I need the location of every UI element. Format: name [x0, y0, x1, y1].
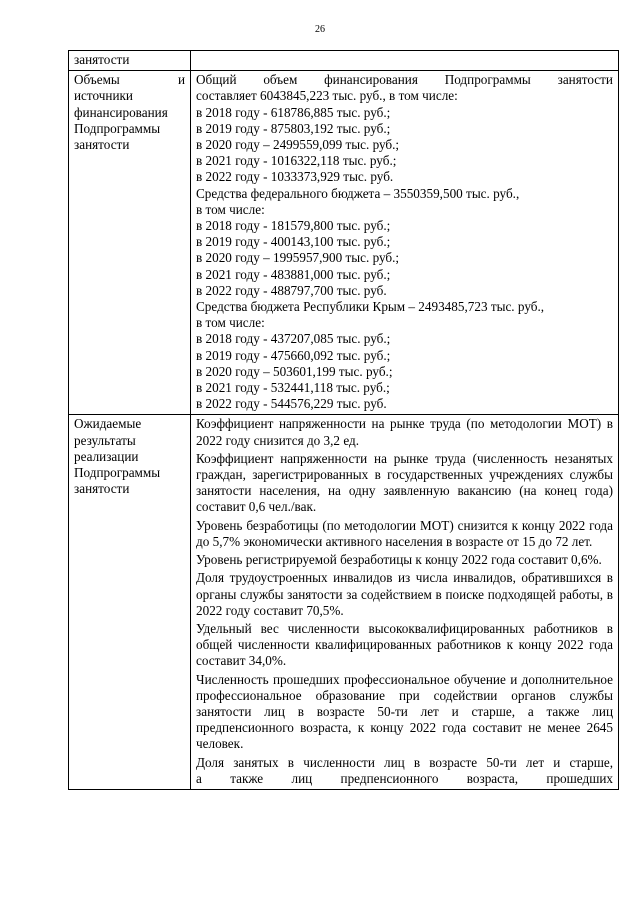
label-line: Подпрограммы — [74, 465, 161, 481]
content-line: а также лиц предпенсионного возраста, прошедших — [196, 770, 613, 786]
content-line: в 2022 году - 544576,229 тыс. руб. — [196, 396, 387, 412]
content-line: в 2018 году - 618786,885 тыс. руб.; — [196, 104, 391, 120]
label-line: занятости — [74, 137, 130, 153]
content-line: в 2021 году - 1016322,118 тыс. руб.; — [196, 153, 397, 169]
table-row-results — [69, 415, 619, 789]
content-line: составляет 6043845,223 тыс. руб., в том числе: — [196, 88, 458, 104]
content-line: Общий объем финансирования Подпрограммы занятости — [196, 72, 613, 88]
result-paragraph: Коэффициент напряженности на рынке труда (по методологии МОТ) в 2022 году снизится до 3,2 ед. — [196, 416, 613, 448]
page-number: 26 — [315, 24, 325, 35]
result-paragraph: Численность прошедших профессиональное обучение и дополнительное профессиональное образование при содействии органов службы занятости лиц в возрасте 50-ти лет и старше, а также лиц предпенсионного возраста, к концу 2022 года составит не менее 2645 человек. — [196, 671, 613, 752]
content-line: в 2022 году - 488797,700 тыс. руб. — [196, 282, 387, 298]
content-line: в 2021 году - 532441,118 тыс. руб.; — [196, 380, 390, 396]
content-line: в 2019 году - 400143,100 тыс. руб.; — [196, 234, 391, 250]
content-line: Средства федерального бюджета – 3550359,500 тыс. руб., — [196, 185, 520, 201]
passport-table — [68, 50, 619, 790]
label-line: результаты — [74, 432, 136, 448]
content-line: в том числе: — [196, 315, 265, 331]
result-paragraph: Доля трудоустроенных инвалидов из числа инвалидов, обратившихся в органы службы занятости за содействием в поиске подходящей работы, в 2022 году составит 70,5%. — [196, 570, 613, 618]
table-row — [69, 51, 619, 71]
content-line: в 2019 году - 875803,192 тыс. руб.; — [196, 120, 391, 136]
content-line: в 2020 году – 2499559,099 тыс. руб.; — [196, 137, 400, 153]
row-label: занятости — [69, 51, 191, 71]
label-line: финансирования — [74, 104, 168, 120]
row-content-results — [191, 415, 619, 789]
content-line: в 2022 году - 1033373,929 тыс. руб. — [196, 169, 394, 185]
result-paragraph: Коэффициент напряженности на рынке труда (численность незанятых граждан, зарегистрированных в государственных учреждениях службы занятости населения, на одну заявленную вакансию (на конец года) составит 0,6 чел./вак. — [196, 450, 613, 515]
result-paragraph: Удельный вес численности высококвалифицированных работников в общей численности квалифицированных работников к концу 2022 года составит 34,0%. — [196, 620, 613, 669]
label-line: занятости — [74, 481, 130, 497]
content-line: в 2020 году – 503601,199 тыс. руб.; — [196, 363, 393, 379]
content-line: в 2021 году - 483881,000 тыс. руб.; — [196, 266, 391, 282]
content-line: в 2020 году – 1995957,900 тыс. руб.; — [196, 250, 400, 266]
row-content — [191, 51, 619, 71]
label-line: источники — [74, 88, 133, 104]
content-line: Доля занятых в численности лиц в возрасте 50-ти лет и старше, — [196, 754, 613, 770]
result-paragraph-continued — [196, 755, 613, 787]
label-line: реализации — [74, 448, 139, 464]
content-line: в 2018 году - 181579,800 тыс. руб.; — [196, 218, 391, 234]
label-line: Объемы и — [74, 72, 185, 88]
content-line: в том числе: — [196, 201, 265, 217]
content-line: в 2019 году - 475660,092 тыс. руб.; — [196, 347, 391, 363]
content-line: Средства бюджета Республики Крым – 2493485,723 тыс. руб., — [196, 299, 545, 315]
label-line: Подпрограммы — [74, 120, 161, 136]
result-paragraph: Уровень регистрируемой безработицы к концу 2022 года составит 0,6%. — [196, 552, 602, 568]
content-line: в 2018 году - 437207,085 тыс. руб.; — [196, 331, 391, 347]
result-paragraph: Уровень безработицы (по методологии МОТ) снизится к концу 2022 года до 5,7% экономически активного населения в возрасте от 15 до 72 лет. — [196, 517, 613, 549]
row-label-results — [69, 415, 191, 789]
label-line: Ожидаемые — [74, 416, 142, 432]
row-content-financing — [191, 71, 619, 415]
row-label-financing — [69, 71, 191, 415]
table-row-financing — [69, 71, 619, 415]
